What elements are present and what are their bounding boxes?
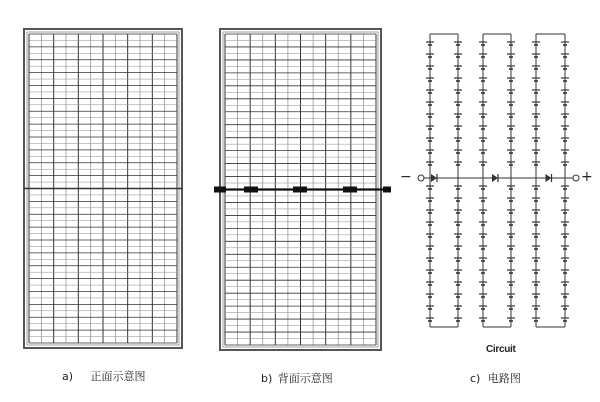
- junction-box: [244, 187, 258, 193]
- negative-terminal-label: −: [400, 169, 412, 185]
- positive-terminal-icon: [573, 175, 579, 181]
- back-panel-diagram: [214, 29, 391, 350]
- negative-terminal-icon: [418, 175, 424, 181]
- circuit-title: Circuit: [486, 344, 516, 355]
- caption-back-text: 背面示意图: [277, 372, 333, 385]
- caption-front-text: 正面示意图: [90, 370, 146, 383]
- junction-box: [214, 187, 226, 193]
- caption-front-letter: a): [62, 370, 74, 383]
- caption-circuit-letter: c): [470, 372, 481, 385]
- caption-back-letter: b): [261, 372, 273, 385]
- caption-back: [261, 370, 333, 386]
- caption-front: [62, 368, 146, 384]
- junction-box: [293, 187, 307, 193]
- circuit-diagram: [418, 34, 579, 327]
- front-panel-diagram: [24, 29, 182, 348]
- caption-circuit-text: 电路图: [487, 372, 521, 385]
- junction-box: [343, 187, 357, 193]
- positive-terminal-label: +: [581, 169, 593, 185]
- junction-box: [383, 187, 391, 193]
- caption-circuit: [470, 370, 521, 386]
